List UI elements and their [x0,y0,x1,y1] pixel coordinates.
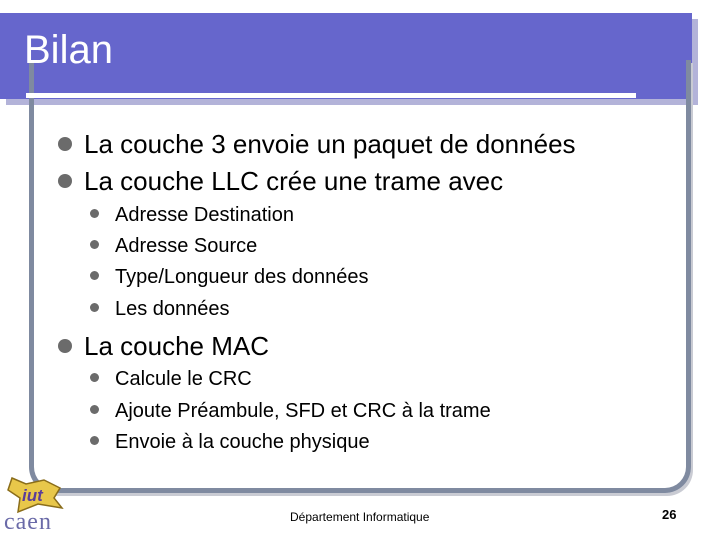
bullet-text: Les données [115,298,230,320]
page-number: 26 [662,507,677,522]
sub-bullet-item [90,430,370,454]
sub-bullet-item [90,367,252,391]
sub-bullet-item [90,265,369,289]
bullet-dot-icon [90,436,99,445]
sub-bullet-item [90,399,491,423]
title-underline [26,93,636,98]
bullet-text: Type/Longueur des données [115,266,369,288]
bullet-dot-icon [90,303,99,312]
sub-bullet-item [90,203,294,227]
sub-bullet-item [90,234,257,258]
bullet-text: Adresse Source [115,235,258,257]
bullet-text: La couche 3 envoie un paquet de données [84,129,576,159]
bullet-dot-icon [90,240,99,249]
bullet-dot-icon [58,137,72,151]
footer-department: Département Informatique [290,510,430,524]
bullet-dot-icon [90,405,99,414]
logo-caen-text: caen [4,509,52,535]
bullet-dot-icon [90,271,99,280]
bullet-text: La couche LLC crée une trame avec [84,166,504,196]
bullet-dot-icon [90,373,99,382]
svg-text:iut: iut [22,486,43,505]
bullet-text: Calcule le CRC [115,368,252,390]
bullet-text: La couche MAC [84,331,269,361]
bullet-item [58,129,576,159]
iut-logo-icon [4,474,70,514]
bullet-dot-icon [90,209,99,218]
slide-title: Bilan [24,28,113,72]
sub-bullet-item [90,297,230,321]
iut-caen-logo [4,474,70,536]
bullet-text: Adresse Destination [115,204,294,226]
bullet-text: Ajoute Préambule, SFD et CRC à la trame [115,400,491,422]
bullet-item [58,166,503,196]
bullet-item [58,331,269,361]
bullet-dot-icon [58,174,72,188]
bullet-text: Envoie à la couche physique [115,431,370,453]
bullet-dot-icon [58,339,72,353]
